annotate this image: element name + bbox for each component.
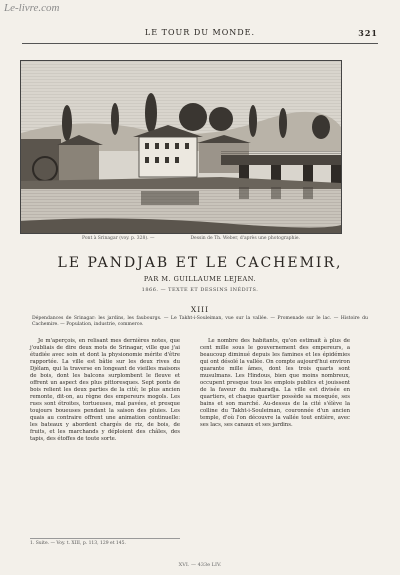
caption-left: Pont à Srinagar (voy. p. 328). — [82, 236, 155, 241]
bridge-scene-engraving [21, 61, 341, 233]
body-paragraph: Je m'aperçois, en relisant mes dernières notes, que j'oubliais de dire deux mots de Srinagar, ville que j'ai étudiée avec soin et dont la physionomie mérite d'être rapportée. La ville est bâtie sur les deux rives du Djélam, qui la traverse en longeant de vieilles maisons de bois, dont les balcons surplombent le fleuve et offrent un aspect des plus pittoresques. Sept ponts de bois relient les deux parties de la cité; le plus ancien remonte, dit-on, au règne des empereurs mogols. Les rues sont étroites, tortueuses, mal pavées, et presque toujours boueuses pendant la saison des pluies. Les quais au contraire offrent une animation continuelle: les bateaux y abordent chargés de riz, de bois, de fruits, et les marchands y déploient des châles, des tapis, des étoffes de toute sorte. [30, 338, 180, 442]
caption-right: Dessin de Th. Weber, d'après une photographie. [190, 236, 300, 241]
chapter-summary: Dépendances de Srinagar: les jardins, les faubourgs. — Le Takht-i-Souleiman, vue sur la vallée. — Promenade sur le lac. — Histoire du Cachemire. — Population, industrie, commerce. [32, 316, 368, 327]
body-column-right [200, 338, 350, 429]
running-title: LE TOUR DU MONDE. [144, 28, 256, 37]
chapter-number: XIII [190, 305, 210, 314]
watermark: Le-livre.com [4, 2, 60, 14]
article-title: LE PANDJAB ET LE CACHEMIR, [57, 255, 343, 271]
running-header [22, 28, 378, 42]
engraving-illustration [20, 60, 342, 234]
article-dateline: 1866. — TEXTE ET DESSINS INÉDITS. [141, 287, 259, 293]
footnote: 1. Suite. — Voy. t. XIII, p. 113, 129 et 145. [30, 538, 180, 547]
body-column-left [30, 338, 180, 443]
header-rule [22, 43, 378, 44]
page-signature: XVI. — 433e LIV. [178, 562, 222, 568]
body-paragraph: Le nombre des habitants, qu'on estimait à plus de cent mille sous le gouvernement des empereurs, a beaucoup diminué depuis les famines et les épidémies qui ont désolé la vallée. On compte aujourd'hui environ quarante mille âmes, dont les trois quarts sont musulmans. Les Hindous, bien que moins nombreux, occupent presque tous les emplois publics et jouissent de la faveur du maharadja. La ville est divisée en quartiers, et chaque quartier possède sa mosquée, ses bains et son marché. Au-dessus de la cité s'élève la colline du Takht-i-Souleiman, couronnée d'un ancien temple, d'où l'on découvre la vallée tout entière, avec ses lacs, ses canaux et ses jardins. [200, 338, 350, 428]
article-byline: PAR M. GUILLAUME LEJEAN. [143, 275, 257, 283]
page-number: 321 [358, 28, 378, 38]
